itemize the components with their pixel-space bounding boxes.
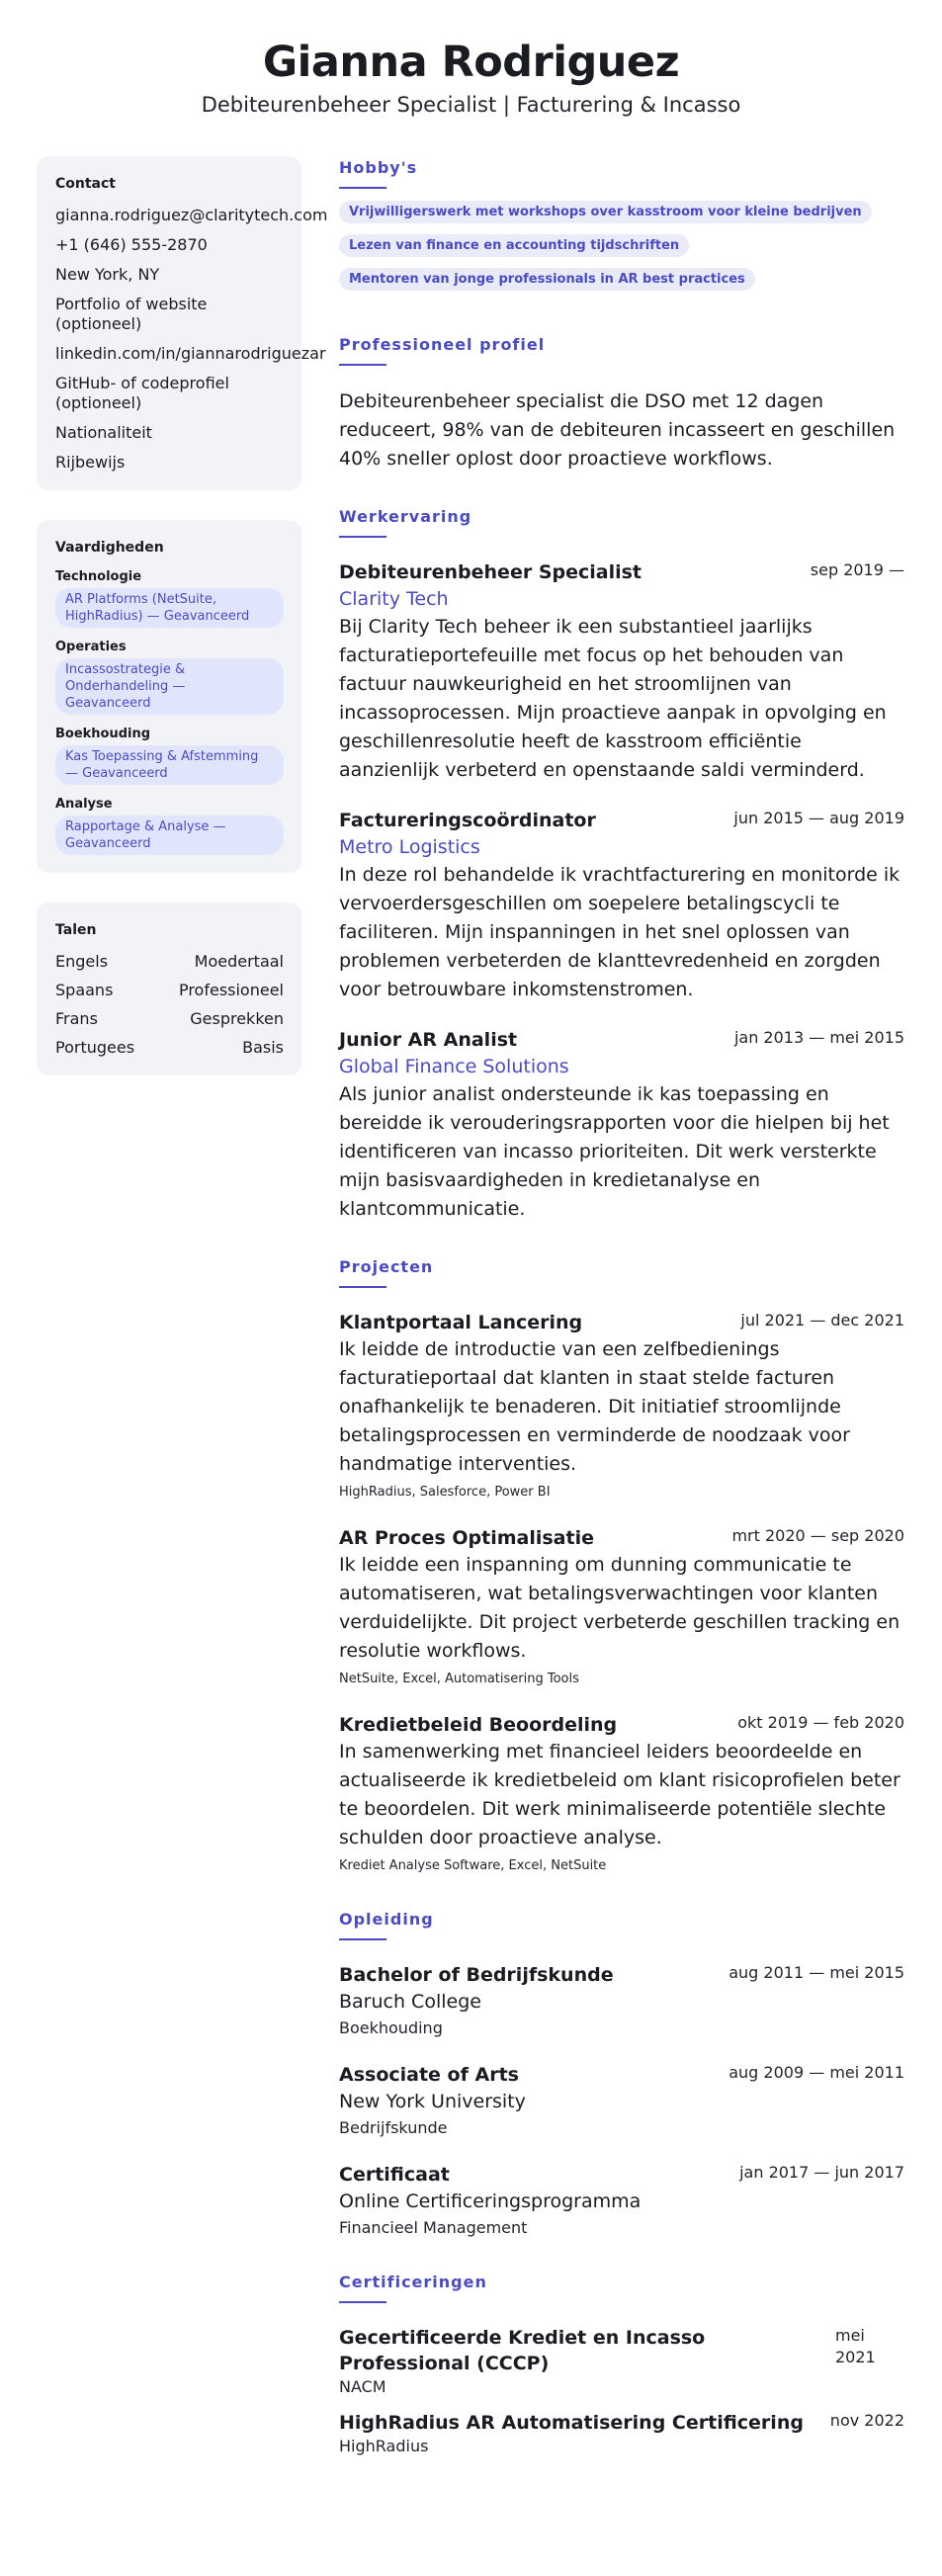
- skill-pill: AR Platforms (NetSuite, HighRadius) — Geavanceerd: [55, 588, 284, 628]
- project-description: Ik leidde de introductie van een zelfbedienings facturatieportaal dat klanten in staat stelde facturen onafhankelijk te benaderen. Dit initiatief stroomlijnde betalingsprocessen en verminderde de noodzaak voor handmatige interventies.: [339, 1338, 850, 1475]
- certification-name: HighRadius AR Automatisering Certificering: [339, 2412, 804, 2434]
- section-divider: [339, 2301, 386, 2303]
- certification-date: nov 2022: [829, 2411, 904, 2430]
- field-of-study: Bedrijfskunde: [339, 2118, 448, 2137]
- language-level: Professioneel: [178, 981, 284, 999]
- education-entry: [339, 2162, 904, 2239]
- section-title: Opleiding: [339, 1910, 434, 1929]
- section-divider: [339, 1286, 386, 1288]
- language-row: [55, 1038, 284, 1058]
- job-description: In deze rol behandelde ik vrachtfacturering en monitorde ik vervoerdersgeschillen om soepelere betalingscycli te faciliteren. Mijn inspanningen in het snel oplossen van problemen verbeterden de klanttevredenheid en zorgden voor betrouwbare inkomstenstromen.: [339, 864, 900, 1000]
- job-dates: jan 2013 — mei 2015: [733, 1028, 904, 1047]
- project-tools: NetSuite, Excel, Automatisering Tools: [339, 1672, 579, 1686]
- skill-pill: Kas Toepassing & Afstemming — Geavanceerd: [55, 745, 284, 785]
- project-tools: HighRadius, Salesforce, Power BI: [339, 1485, 551, 1500]
- section-title: Hobby's: [339, 158, 418, 177]
- project-entry: [339, 1525, 904, 1689]
- project-dates: okt 2019 — feb 2020: [737, 1713, 904, 1732]
- certifications-section: [339, 2273, 904, 2457]
- skill-group: [55, 727, 284, 797]
- language-level: Gesprekken: [190, 1009, 284, 1028]
- project-entry: [339, 1712, 904, 1876]
- language-name: Engels: [55, 952, 109, 971]
- project-name: AR Proces Optimalisatie: [339, 1527, 594, 1549]
- contact-license: Rijbewijs: [55, 453, 126, 472]
- certification-date: mei 2021: [835, 2326, 876, 2366]
- project-description: Ik leidde een inspanning om dunning communicatie te automatiseren, wat betalingsverwachtingen voor klanten verduidelijkte. Dit project verbeterde geschillen tracking en resolutie workflows.: [339, 1554, 900, 1662]
- section-divider: [339, 536, 386, 538]
- job-title: Junior AR Analist: [339, 1029, 518, 1051]
- skill-category: Boekhouding: [55, 727, 151, 741]
- contact-linkedin[interactable]: linkedin.com/in/giannarodriguezar: [55, 344, 326, 363]
- contact-portfolio[interactable]: Portfolio of website (optioneel): [55, 295, 208, 333]
- contact-location: New York, NY: [55, 265, 160, 284]
- section-title: Projecten: [339, 1257, 434, 1276]
- skill-category: Analyse: [55, 797, 113, 812]
- skill-pill: Rapportage & Analyse — Geavanceerd: [55, 816, 284, 855]
- field-of-study: Boekhouding: [339, 2018, 443, 2037]
- project-name: Kredietbeleid Beoordeling: [339, 1714, 618, 1736]
- job-description: Als junior analist ondersteunde ik kas toepassing en bereidde ik verouderingsrapporten voor die hielpen bij het identificeren van incasso prioriteiten. Dit werk versterkte mijn basisvaardigheden in kredietanalyse en klantcommunicatie.: [339, 1083, 890, 1220]
- contact-nationality: Nationaliteit: [55, 423, 152, 442]
- company-name: Metro Logistics: [339, 836, 480, 858]
- section-divider: [339, 187, 386, 189]
- section-title: Werkervaring: [339, 507, 472, 526]
- language-level: Basis: [242, 1038, 284, 1057]
- education-dates: aug 2011 — mei 2015: [728, 1963, 904, 1982]
- projects-section: [339, 1257, 904, 1876]
- project-dates: mrt 2020 — sep 2020: [731, 1526, 904, 1545]
- section-divider: [339, 364, 386, 366]
- skill-category: Technologie: [55, 569, 142, 584]
- hobby-tag: Lezen van finance en accounting tijdschriften: [339, 234, 689, 257]
- contact-title: Contact: [55, 176, 116, 192]
- language-row: [55, 981, 284, 1000]
- certification-name: Gecertificeerde Krediet en Incasso Professional (CCCP): [339, 2327, 706, 2374]
- main-content: [339, 158, 904, 2491]
- contact-email[interactable]: gianna.rodriguez@claritytech.com: [55, 206, 328, 224]
- contact-card: [37, 156, 328, 490]
- job-title: Factureringscoördinator: [339, 810, 596, 831]
- skill-category: Operaties: [55, 640, 127, 654]
- profile-section: [339, 335, 904, 473]
- degree-title: Associate of Arts: [339, 2064, 519, 2086]
- section-title: Certificeringen: [339, 2273, 487, 2291]
- education-dates: aug 2009 — mei 2011: [728, 2063, 904, 2082]
- skill-group: [55, 797, 284, 855]
- section-divider: [339, 1938, 386, 1940]
- degree-title: Bachelor of Bedrijfskunde: [339, 1964, 614, 1986]
- experience-entry: [339, 808, 904, 1004]
- skill-group: [55, 569, 284, 640]
- experience-entry: [339, 1027, 904, 1224]
- company-name: Clarity Tech: [339, 588, 449, 610]
- job-dates: jun 2015 — aug 2019: [733, 809, 904, 827]
- certification-issuer: HighRadius: [339, 2437, 429, 2455]
- certification-entry: [339, 2410, 904, 2457]
- sidebar: [37, 156, 328, 1105]
- field-of-study: Financieel Management: [339, 2218, 528, 2237]
- project-description: In samenwerking met financieel leiders beoordeelde en actualiseerde ik kredietbeleid om klant risicoprofielen beter te beoordelen. Dit werk minimaliseerde potentiële slechte schulden door proactieve analyse.: [339, 1741, 900, 1848]
- languages-title: Talen: [55, 922, 97, 938]
- school-name: Online Certificeringsprogramma: [339, 2190, 642, 2212]
- project-entry: [339, 1310, 904, 1503]
- skills-card: [37, 520, 301, 873]
- contact-phone[interactable]: +1 (646) 555-2870: [55, 235, 208, 254]
- job-title: Debiteurenbeheer Specialist: [339, 561, 642, 583]
- education-entry: [339, 2062, 904, 2139]
- hobby-list: [339, 201, 904, 301]
- contact-github[interactable]: GitHub- of codeprofiel (optioneel): [55, 374, 229, 412]
- certification-entry: [339, 2325, 904, 2398]
- profile-summary: Debiteurenbeheer specialist die DSO met 12 dagen reduceert, 98% van de debiteuren incasseert en geschillen 40% sneller oplost door proactieve workflows.: [339, 390, 896, 470]
- project-tools: Krediet Analyse Software, Excel, NetSuite: [339, 1858, 607, 1873]
- language-level: Moedertaal: [194, 952, 284, 971]
- project-name: Klantportaal Lancering: [339, 1312, 583, 1333]
- education-entry: [339, 1962, 904, 2039]
- school-name: New York University: [339, 2091, 526, 2112]
- language-name: Spaans: [55, 981, 114, 999]
- project-dates: jul 2021 — dec 2021: [740, 1311, 904, 1330]
- job-description: Bij Clarity Tech beheer ik een substantieel jaarlijks facturatieportefeuille met focus op het behouden van factuur nauwkeurigheid en het stroomlijnen van incassoprocessen. Mijn proactieve aanpak in opvolging en geschillenresolutie heeft de kasstroom efficiëntie aanzienlijk verbeterd en openstaande saldi verminderd.: [339, 616, 887, 781]
- education-dates: jan 2017 — jun 2017: [739, 2163, 904, 2182]
- certification-issuer: NACM: [339, 2377, 386, 2396]
- school-name: Baruch College: [339, 1991, 481, 2013]
- job-dates: sep 2019 —: [810, 560, 904, 579]
- hobby-tag: Vrijwilligerswerk met workshops over kasstroom voor kleine bedrijven: [339, 201, 872, 223]
- language-row: [55, 952, 284, 972]
- resume-header: [0, 0, 942, 140]
- degree-title: Certificaat: [339, 2164, 450, 2186]
- languages-card: [37, 902, 301, 1075]
- company-name: Global Finance Solutions: [339, 1056, 569, 1077]
- skill-pill: Incassostrategie & Onderhandeling — Geavanceerd: [55, 658, 284, 715]
- education-section: [339, 1910, 904, 2239]
- candidate-name: Gianna Rodriguez: [262, 38, 680, 87]
- hobbies-section: [339, 158, 904, 301]
- section-title: Professioneel profiel: [339, 335, 546, 354]
- experience-entry: [339, 559, 904, 785]
- language-row: [55, 1009, 284, 1029]
- candidate-subtitle: Debiteurenbeheer Specialist | Facturering & Incasso: [201, 93, 741, 117]
- experience-section: [339, 507, 904, 1224]
- hobby-tag: Mentoren van jonge professionals in AR best practices: [339, 268, 755, 291]
- language-name: Portugees: [55, 1038, 135, 1057]
- skills-title: Vaardigheden: [55, 540, 164, 556]
- skill-group: [55, 640, 284, 727]
- language-name: Frans: [55, 1009, 98, 1028]
- resume-body: [0, 140, 942, 2576]
